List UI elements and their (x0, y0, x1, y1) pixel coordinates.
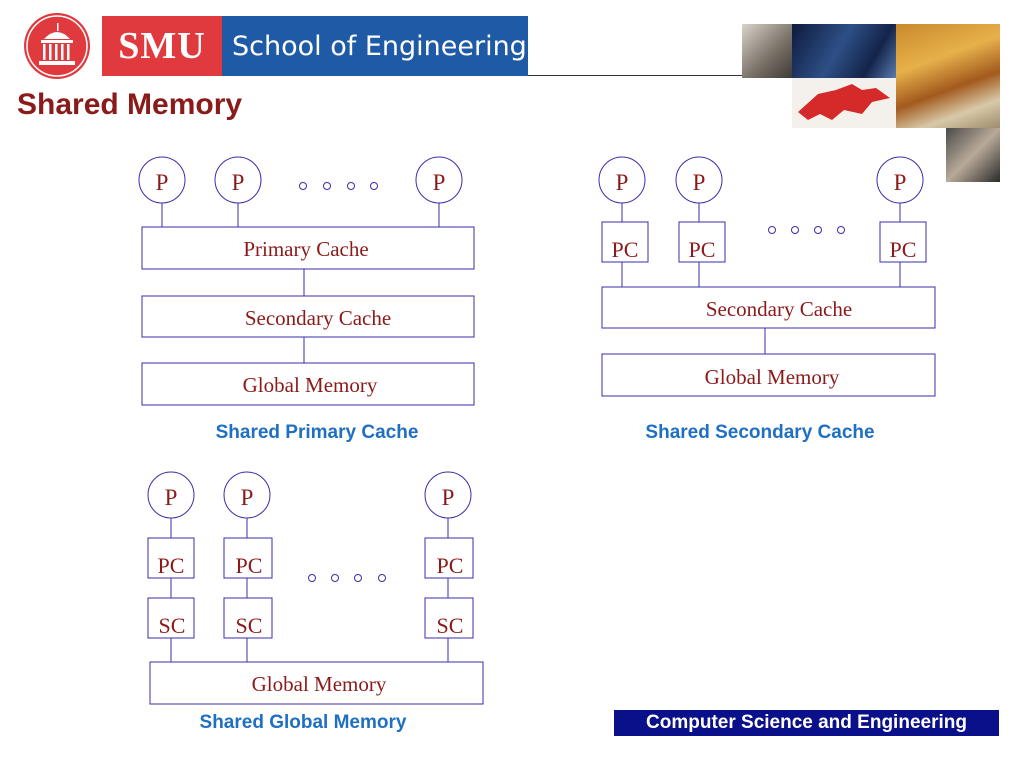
pc-label: PC (889, 237, 917, 262)
global-memory-label: Global Memory (251, 672, 387, 696)
processor-label: P (615, 170, 629, 195)
processor-label: P (231, 170, 245, 195)
school-name: School of Engineering (222, 16, 528, 76)
processor-label: P (240, 485, 254, 510)
global-memory-label: Global Memory (704, 365, 840, 389)
caption-shared-global-memory: Shared Global Memory (199, 712, 407, 733)
secondary-cache-label: Secondary Cache (705, 297, 853, 321)
smu-wordmark: SMU (102, 16, 222, 76)
pc-label: PC (235, 553, 263, 578)
processor-label: P (893, 170, 907, 195)
sc-label: SC (158, 613, 186, 638)
sc-label: SC (436, 613, 464, 638)
processor-label: P (155, 170, 169, 195)
page-title: Shared Memory (17, 88, 243, 121)
processor-label: P (441, 485, 455, 510)
pc-label: PC (611, 237, 639, 262)
pc-label: PC (157, 553, 185, 578)
processor-label: P (164, 485, 178, 510)
global-memory-label: Global Memory (242, 373, 378, 397)
secondary-cache-label: Secondary Cache (244, 306, 392, 330)
caption-shared-secondary-cache: Shared Secondary Cache (645, 422, 875, 443)
caption-shared-primary-cache: Shared Primary Cache (215, 422, 419, 443)
primary-cache-label: Primary Cache (243, 237, 369, 261)
pc-label: PC (688, 237, 716, 262)
processor-label: P (432, 170, 446, 195)
pc-label: PC (436, 553, 464, 578)
footer-department: Computer Science and Engineering (614, 710, 999, 736)
processor-label: P (692, 170, 706, 195)
sc-label: SC (235, 613, 263, 638)
